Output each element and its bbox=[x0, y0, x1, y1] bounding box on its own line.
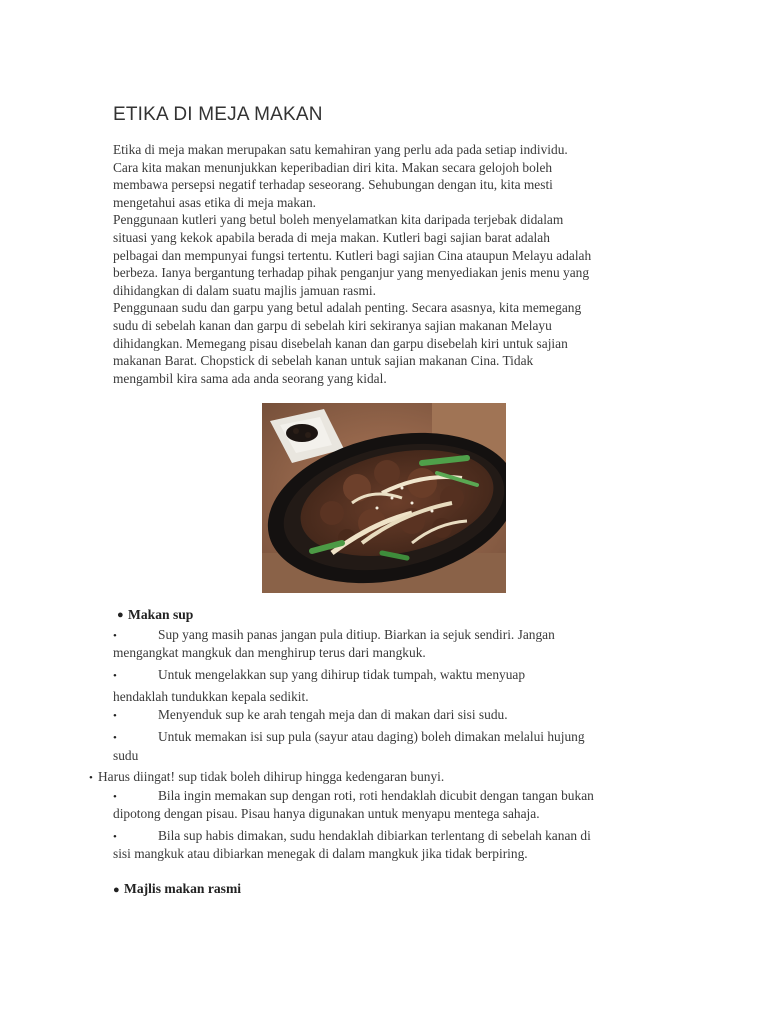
bullet-icon: ● bbox=[117, 609, 124, 621]
bullet-icon: • bbox=[113, 791, 117, 803]
list-item-text: Menyenduk sup ke arah tengah meja dan di makan dari sisi sudu. bbox=[158, 707, 508, 722]
text-line: mengambil kira sama ada anda seorang yang kidal. bbox=[113, 370, 387, 386]
food-photo bbox=[262, 403, 506, 593]
text-line: membawa persepsi negatif terhadap seseorang. Sehubungan dengan itu, kita mesti bbox=[113, 177, 553, 193]
text-line: dihidangkan di dalam suatu majlis jamuan rasmi. bbox=[113, 282, 376, 298]
list-item-text: Sup yang masih panas jangan pula ditiup. Biarkan ia sejuk sendiri. Jangan bbox=[158, 627, 555, 642]
list-item-text: sudu bbox=[113, 748, 139, 763]
text-line: Penggunaan kutleri yang betul boleh menyelamatkan kita daripada terjebak didalam bbox=[113, 212, 564, 228]
text-line: dihidangkan. Memegang pisau disebelah kanan dan garpu disebelah kiri untuk sajian bbox=[113, 335, 568, 351]
page-title: ETIKA DI MEJA MAKAN bbox=[113, 104, 323, 125]
bullet-icon: • bbox=[113, 710, 117, 722]
section-heading-majlis-makan-rasmi: Majlis makan rasmi bbox=[124, 881, 242, 896]
bullet-icon: • bbox=[113, 831, 117, 843]
list-item-text: Untuk mengelakkan sup yang dihirup tidak tumpah, waktu menyuap bbox=[158, 667, 526, 682]
intro-paragraphs bbox=[113, 141, 658, 387]
bullet-icon: • bbox=[89, 772, 93, 784]
bullet-icon: • bbox=[113, 670, 117, 682]
text-line: Etika di meja makan merupakan satu kemahiran yang perlu ada pada setiap individu. bbox=[113, 142, 568, 157]
list-item-text: hendaklah tundukkan kepala sedikit. bbox=[113, 689, 309, 704]
bullet-icon: • bbox=[113, 732, 117, 744]
text-line: berbeza. Ianya bergantung terhadap pihak penganjur yang menyediakan jenis menu yang bbox=[113, 265, 590, 281]
section-heading-makan-sup: Makan sup bbox=[128, 607, 194, 622]
list-item-text: Bila ingin memakan sup dengan roti, roti hendaklah dicubit dengan tangan bukan bbox=[158, 788, 594, 803]
list-item-text: sisi mangkuk atau dibiarkan menegak di dalam mangkuk jika tidak berpiring. bbox=[113, 846, 528, 861]
text-line: situasi yang kekok apabila berada di meja makan. Kutleri bagi sajian barat adalah bbox=[113, 229, 550, 245]
warning-text: Harus diingat! sup tidak boleh dihirup hingga kedengaran bunyi. bbox=[98, 769, 445, 784]
text-line: sudu di sebelah kanan dan garpu di sebelah kiri sekiranya sajian makanan Melayu bbox=[113, 317, 552, 333]
text-line: pelbagai dan mempunyai fungsi tertentu. Kutleri bagi sajian Cina ataupun Melayu adalah bbox=[113, 247, 592, 263]
bullet-icon: • bbox=[113, 630, 117, 642]
list-item-text: dipotong dengan pisau. Pisau hanya digunakan untuk menyapu mentega sahaja. bbox=[113, 806, 540, 821]
list-item-text: Untuk memakan isi sup pula (sayur atau daging) boleh dimakan melalui hujung bbox=[158, 729, 585, 744]
list-item-text: mengangkat mangkuk dan menghirup terus dari mangkuk. bbox=[113, 645, 426, 660]
text-line: Penggunaan sudu dan garpu yang betul adalah penting. Secara asasnya, kita memegang bbox=[113, 300, 582, 316]
list-item-text: Bila sup habis dimakan, sudu hendaklah dibiarkan terlentang di sebelah kanan di bbox=[158, 828, 591, 843]
bullet-icon: ● bbox=[113, 884, 120, 896]
text-line: Cara kita makan menunjukkan keperibadian diri kita. Makan secara gelojoh boleh bbox=[113, 159, 553, 175]
text-line: mengetahui asas etika di meja makan. bbox=[113, 194, 317, 210]
text-line: makanan Barat. Chopstick di sebelah kanan untuk sajian makanan Cina. Tidak bbox=[113, 353, 534, 369]
